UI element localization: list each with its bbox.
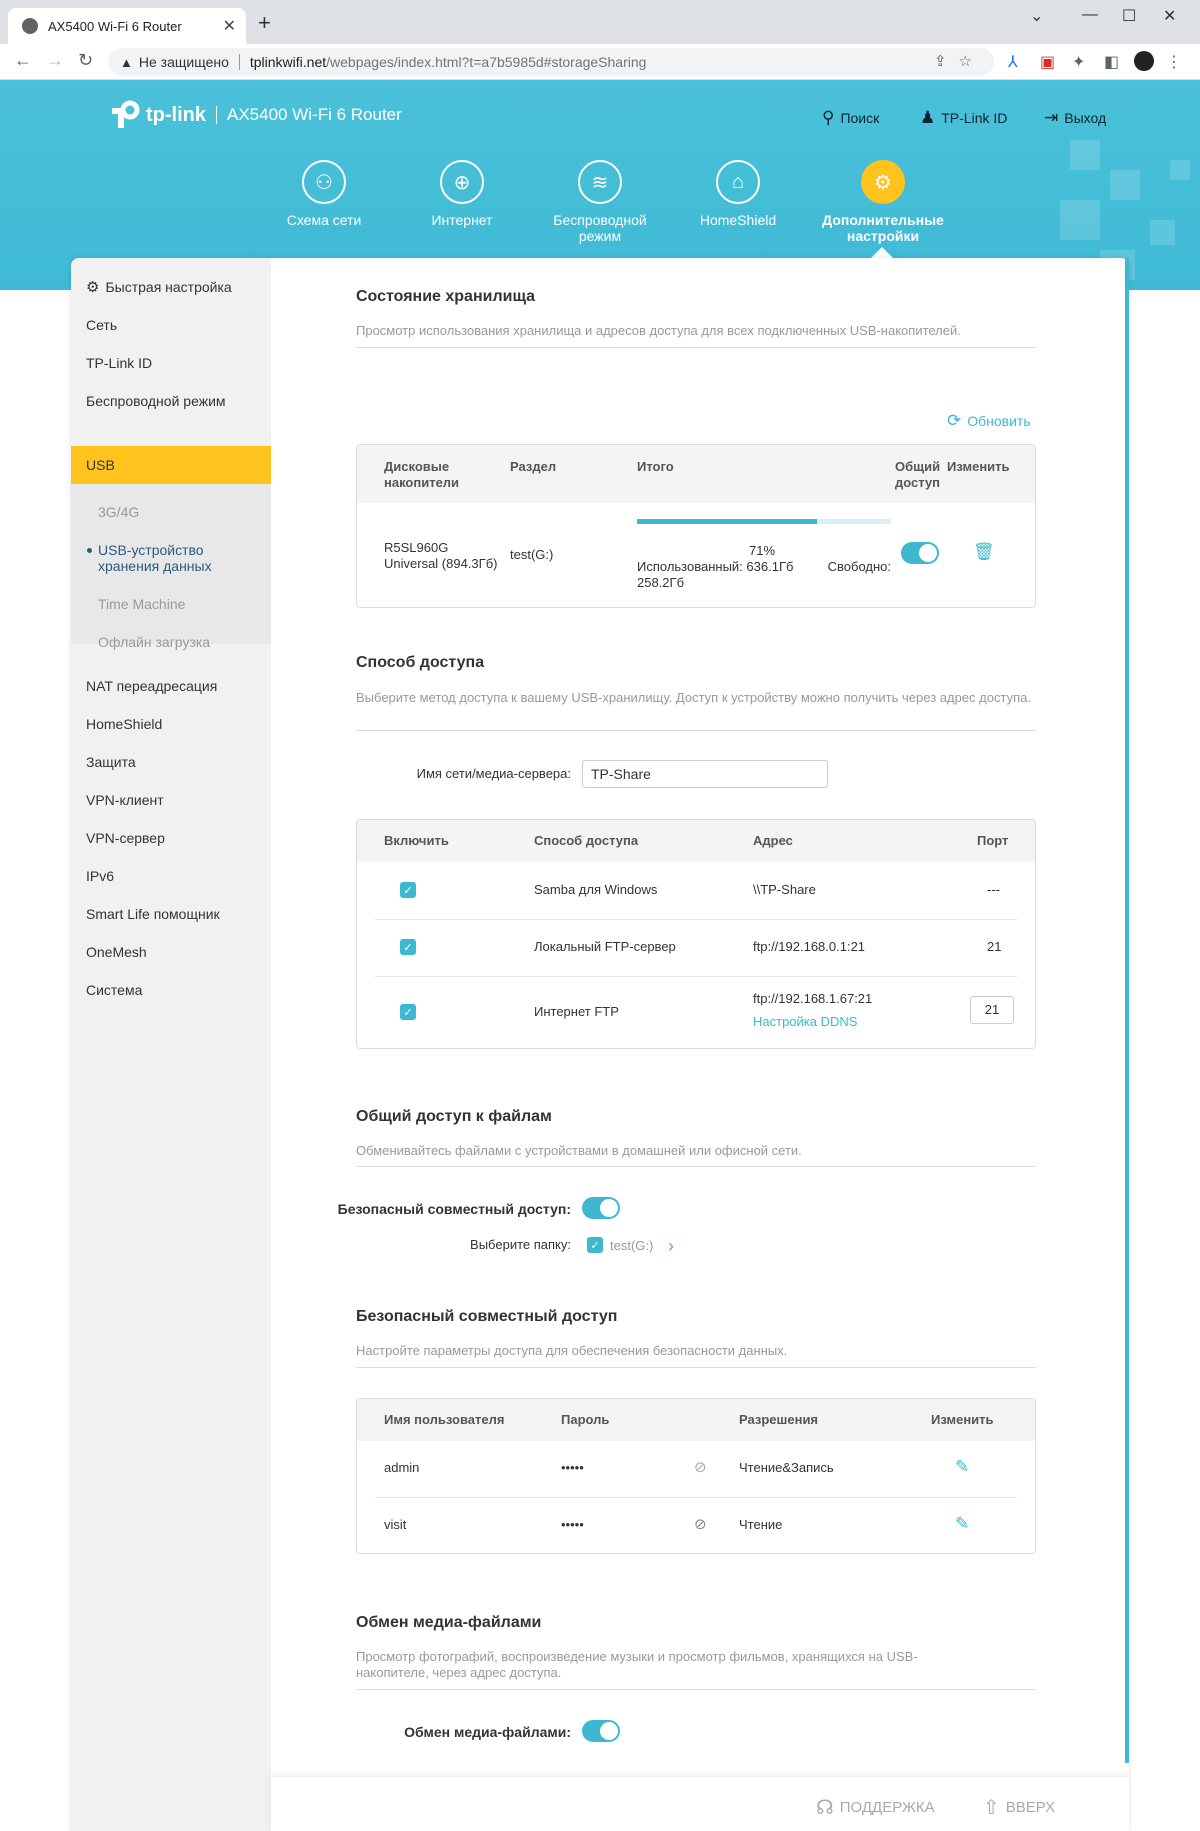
warning-icon: ▲ — [120, 54, 133, 70]
user-permission: Чтение — [739, 1517, 783, 1532]
col-disk: Дисковые накопители — [384, 459, 460, 490]
model-name: AX5400 Wi-Fi 6 Router — [227, 105, 402, 124]
network-map-icon: ⚇ — [302, 160, 346, 204]
sidebar-item-tplink-id[interactable]: TP-Link ID — [86, 355, 153, 371]
close-tab-icon[interactable]: ✕ — [222, 18, 236, 35]
security-label: Не защищено — [138, 54, 229, 70]
method-port: --- — [987, 882, 1000, 897]
headset-icon: ☊ — [816, 1797, 834, 1819]
edit-icon[interactable]: ✎ — [955, 1514, 970, 1533]
secure-share-label: Безопасный совместный доступ: — [337, 1201, 571, 1217]
home-shield-icon: ⌂ — [716, 160, 760, 204]
used-space: Использованный: 636.1Гб — [637, 559, 794, 574]
col-method: Способ доступа — [534, 833, 639, 848]
divider — [239, 54, 240, 70]
port-input[interactable]: 21 — [970, 996, 1014, 1024]
folder-name: test(G:) — [610, 1238, 654, 1253]
sidebar-item-system[interactable]: Система — [86, 982, 143, 998]
sidebar-subitem-time-machine[interactable]: Time Machine — [98, 596, 186, 612]
col-permissions: Разрешения — [739, 1412, 819, 1427]
tplink-id-button[interactable]: ♟ TP-Link ID — [920, 108, 1008, 127]
extension-icon[interactable]: ⅄ — [1008, 54, 1018, 71]
partition-name: test(G:) — [510, 547, 554, 562]
usage-bar — [637, 519, 891, 524]
nav-wireless[interactable]: ≋ Беспроводной режим — [535, 160, 665, 244]
sidebar-item-onemesh[interactable]: OneMesh — [86, 944, 147, 960]
sidebar-item-quick-setup[interactable]: ⚙ Быстрая настройка — [86, 279, 232, 296]
method-name: Интернет FTP — [534, 1004, 619, 1019]
access-table — [356, 819, 1036, 1049]
user-password: ••••• — [561, 1517, 584, 1532]
chevron-down-icon[interactable]: ⌄ — [1030, 8, 1044, 25]
folder-checkbox[interactable]: ✓ — [587, 1237, 603, 1253]
users-table — [356, 1398, 1036, 1554]
search-button[interactable]: ⚲ Поиск — [822, 108, 880, 127]
enable-checkbox[interactable]: ✓ — [400, 882, 416, 898]
method-name: Samba для Windows — [534, 882, 658, 897]
col-port: Порт — [977, 833, 1009, 848]
user-name: visit — [384, 1517, 407, 1532]
nav-advanced[interactable]: ⚙ Дополнительные настройки — [818, 160, 948, 244]
secure-desc: Настройте параметры доступа для обеспечения безопасности данных. — [356, 1343, 788, 1358]
method-name: Локальный FTP-сервер — [534, 939, 676, 954]
tab-title: AX5400 Wi-Fi 6 Router — [48, 18, 182, 34]
sidebar-subitem-usb-storage[interactable]: USB-устройство хранения данных — [98, 542, 238, 574]
method-address: ftp://192.168.0.1:21 — [753, 939, 866, 954]
chevron-right-icon[interactable]: › — [668, 1236, 674, 1256]
sharing-title: Общий доступ к файлам — [356, 1108, 552, 1125]
back-to-top-link[interactable]: ⇧ ВВЕРХ — [983, 1797, 1056, 1819]
support-link[interactable]: ☊ ПОДДЕРЖКА — [816, 1797, 935, 1819]
close-window-icon[interactable]: ✕ — [1163, 8, 1177, 25]
share-star-icons[interactable]: ⇪☆ — [933, 53, 984, 70]
forward-icon[interactable]: → — [46, 50, 64, 70]
sidebar-item-smart-life[interactable]: Smart Life помощник — [86, 906, 220, 922]
search-icon: ⚲ — [822, 108, 835, 127]
gear-icon: ⚙ — [861, 160, 905, 204]
col-shared: Общий доступ — [895, 459, 941, 490]
storage-table — [356, 444, 1036, 608]
eye-slash-icon[interactable]: ⊘ — [694, 1459, 707, 1476]
refresh-button[interactable]: ⟳ Обновить — [947, 411, 1031, 430]
logout-button[interactable]: ⇥ Выход — [1044, 108, 1107, 127]
method-port: 21 — [987, 939, 1002, 954]
tplink-logo-icon — [106, 98, 140, 132]
reload-icon[interactable]: ↻ — [78, 50, 94, 70]
sidebar-item-network[interactable]: Сеть — [86, 317, 118, 333]
method-address: ftp://192.168.1.67:21 — [753, 991, 873, 1006]
sidebar-subitem-3g4g[interactable]: 3G/4G — [98, 504, 140, 520]
sidebar-item-usb[interactable]: USB — [71, 446, 271, 484]
footer — [271, 1776, 1129, 1831]
nav-network-map[interactable]: ⚇ Схема сети — [259, 160, 389, 228]
gear-icon: ⚙ — [86, 279, 100, 296]
secure-title: Безопасный совместный доступ — [356, 1308, 618, 1325]
media-desc: Просмотр фотографий, воспроизведение музыки и просмотр фильмов, хранящихся на USB-накопителе, через адрес доступа. — [356, 1649, 918, 1680]
ddns-settings-link[interactable]: Настройка DDNS — [753, 1014, 858, 1029]
globe-icon: ⊕ — [440, 160, 484, 204]
new-tab-button[interactable]: + — [258, 10, 271, 35]
server-name-label: Имя сети/медиа-сервера: — [416, 766, 571, 781]
sidebar-item-wireless[interactable]: Беспроводной режим — [86, 393, 226, 409]
user-name: admin — [384, 1460, 420, 1475]
storage-desc: Просмотр использования хранилища и адресов доступа для всех подключенных USB-накопителей. — [356, 323, 961, 338]
sidebar-item-ipv6[interactable]: IPv6 — [86, 868, 115, 884]
sidebar-item-security[interactable]: Защита — [86, 754, 136, 770]
sharing-desc: Обменивайтесь файлами с устройствами в домашней или офисной сети. — [356, 1143, 802, 1158]
sidebar-item-nat[interactable]: NAT переадресация — [86, 678, 218, 694]
scrollbar[interactable] — [1125, 258, 1129, 1763]
url-path: /webpages/index.html?t=a7b5985d#storageSharing — [326, 54, 647, 70]
brand-name: tp-link — [146, 103, 206, 126]
access-desc: Выберите метод доступа к вашему USB-хранилищу. Доступ к устройству можно получить через адрес доступа. — [356, 690, 1031, 705]
enable-checkbox[interactable]: ✓ — [400, 939, 416, 955]
col-enable: Включить — [384, 833, 449, 848]
edit-icon[interactable]: ✎ — [955, 1457, 970, 1476]
nav-homeshield[interactable]: ⌂ HomeShield — [673, 160, 803, 228]
col-edit: Изменить — [931, 1412, 994, 1427]
sidebar-subitem-offline-download[interactable]: Офлайн загрузка — [98, 634, 211, 650]
sidebar-item-vpn-client[interactable]: VPN-клиент — [86, 792, 164, 808]
extension-icon[interactable]: ▣ — [1040, 54, 1056, 71]
usage-percent: 71% — [749, 543, 776, 558]
browser-tab[interactable] — [8, 8, 246, 44]
col-address: Адрес — [753, 833, 793, 848]
storage-title: Состояние хранилища — [356, 288, 536, 305]
globe-icon — [22, 18, 38, 34]
secure-share-toggle[interactable] — [582, 1197, 620, 1219]
main-card — [71, 258, 1129, 1831]
col-partition: Раздел — [510, 459, 557, 474]
sidebar-usb-submenu — [71, 484, 271, 650]
puzzle-icon[interactable]: ✦ — [1072, 54, 1086, 71]
eye-slash-icon[interactable]: ⊘ — [694, 1516, 707, 1533]
user-icon: ♟ — [920, 108, 936, 127]
address-bar — [0, 44, 1200, 80]
media-share-toggle[interactable] — [582, 1720, 620, 1742]
media-title: Обмен медиа-файлами — [356, 1614, 542, 1631]
url-field[interactable] — [108, 48, 994, 76]
sidebar-item-vpn-server[interactable]: VPN-сервер — [86, 830, 165, 846]
user-permission: Чтение&Запись — [739, 1460, 834, 1475]
method-address: \\TP-Share — [753, 882, 816, 897]
back-icon[interactable]: ← — [14, 50, 32, 70]
access-title: Способ доступа — [356, 654, 485, 671]
media-share-label: Обмен медиа-файлами: — [404, 1724, 571, 1740]
trash-icon[interactable]: 🗑 — [973, 542, 995, 561]
shared-toggle[interactable] — [901, 542, 939, 564]
wifi-icon: ≋ — [578, 160, 622, 204]
user-password: ••••• — [561, 1460, 584, 1475]
col-total: Итого — [637, 459, 674, 474]
free-space-value: 258.2Гб — [637, 575, 685, 590]
arrow-up-icon: ⇧ — [983, 1797, 1000, 1819]
minimize-icon[interactable]: — — [1082, 6, 1098, 23]
usage-bar-fill — [637, 519, 817, 524]
maximize-icon[interactable]: ☐ — [1122, 8, 1137, 25]
tplink-logo — [106, 98, 402, 132]
sidepanel-icon[interactable]: ◧ — [1104, 54, 1120, 71]
menu-icon[interactable]: ⋮ — [1166, 54, 1182, 71]
nav-internet[interactable]: ⊕ Интернет — [397, 160, 527, 228]
refresh-icon: ⟳ — [947, 411, 962, 430]
enable-checkbox[interactable]: ✓ — [400, 1004, 416, 1020]
sidebar — [71, 258, 271, 1831]
col-edit: Изменить — [947, 459, 1010, 474]
url-host: tplinkwifi.net — [249, 54, 327, 70]
sidebar-item-homeshield[interactable]: HomeShield — [86, 716, 163, 732]
disk-name: R5SL960G Universal (894.3Гб) — [384, 540, 498, 571]
browser-tabbar — [0, 0, 1200, 44]
profile-avatar[interactable] — [1134, 51, 1154, 71]
logout-icon: ⇥ — [1044, 108, 1059, 127]
col-password: Пароль — [561, 1412, 610, 1427]
folder-label: Выберите папку: — [470, 1237, 571, 1252]
free-space-label: Свободно: — [827, 559, 891, 574]
content-area — [271, 258, 1129, 1831]
col-username: Имя пользователя — [384, 1412, 505, 1427]
server-name-input[interactable]: TP-Share — [582, 760, 828, 788]
